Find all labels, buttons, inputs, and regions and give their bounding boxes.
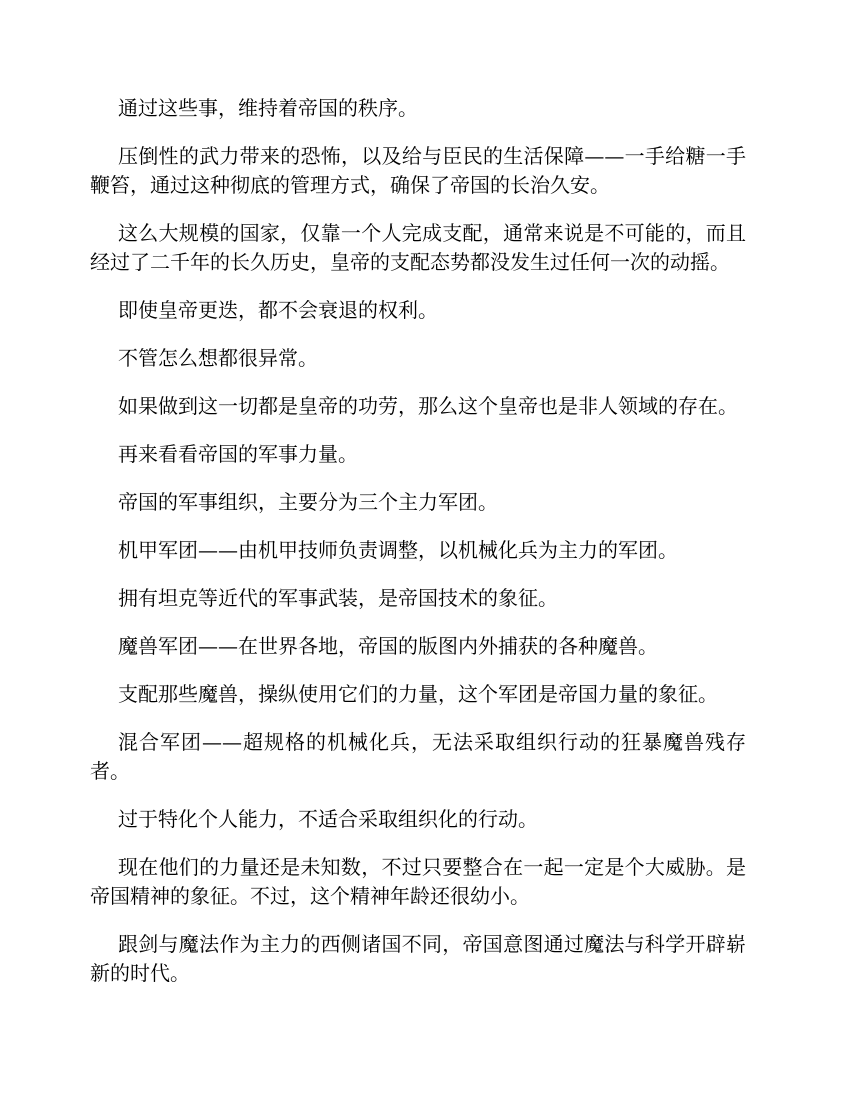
paragraph-8: 帝国的军事组织，主要分为三个主力军团。 <box>118 490 498 514</box>
paragraph-13: 混合军团——超规格的机械化兵，无法采取组织行动的狂暴魔兽残存者。 <box>90 730 746 783</box>
paragraph-11: 魔兽军团——在世界各地，帝国的版图内外捕获的各种魔兽。 <box>118 634 658 658</box>
paragraph-5: 不管怎么想都很异常。 <box>118 346 318 370</box>
paragraph-1: 通过这些事，维持着帝国的秩序。 <box>118 96 418 120</box>
paragraph-12: 支配那些魔兽，操纵使用它们的力量，这个军团是帝国力量的象征。 <box>118 682 718 706</box>
paragraph-16: 跟剑与魔法作为主力的西侧诸国不同，帝国意图通过魔法与科学开辟崭新的时代。 <box>90 932 746 985</box>
paragraph-15: 现在他们的力量还是未知数，不过只要整合在一起一定是个大威胁。是帝国精神的象征。不过，这个精神年龄还很幼小。 <box>90 855 746 908</box>
paragraph-9: 机甲军团——由机甲技师负责调整，以机械化兵为主力的军团。 <box>118 538 678 562</box>
paragraph-3: 这么大规模的国家，仅靠一个人完成支配，通常来说是不可能的，而且经过了二千年的长久历史，皇帝的支配态势都没发生过任何一次的动摇。 <box>90 221 746 274</box>
paragraph-2: 压倒性的武力带来的恐怖，以及给与臣民的生活保障——一手给糖一手鞭笞，通过这种彻底的管理方式，确保了帝国的长治久安。 <box>90 144 746 197</box>
paragraph-6: 如果做到这一切都是皇帝的功劳，那么这个皇帝也是非人领域的存在。 <box>118 394 738 418</box>
paragraph-14: 过于特化个人能力，不适合采取组织化的行动。 <box>118 807 538 831</box>
paragraph-10: 拥有坦克等近代的军事武装，是帝国技术的象征。 <box>118 586 558 610</box>
paragraph-4: 即使皇帝更迭，都不会衰退的权利。 <box>118 298 438 322</box>
paragraph-7: 再来看看帝国的军事力量。 <box>118 442 358 466</box>
